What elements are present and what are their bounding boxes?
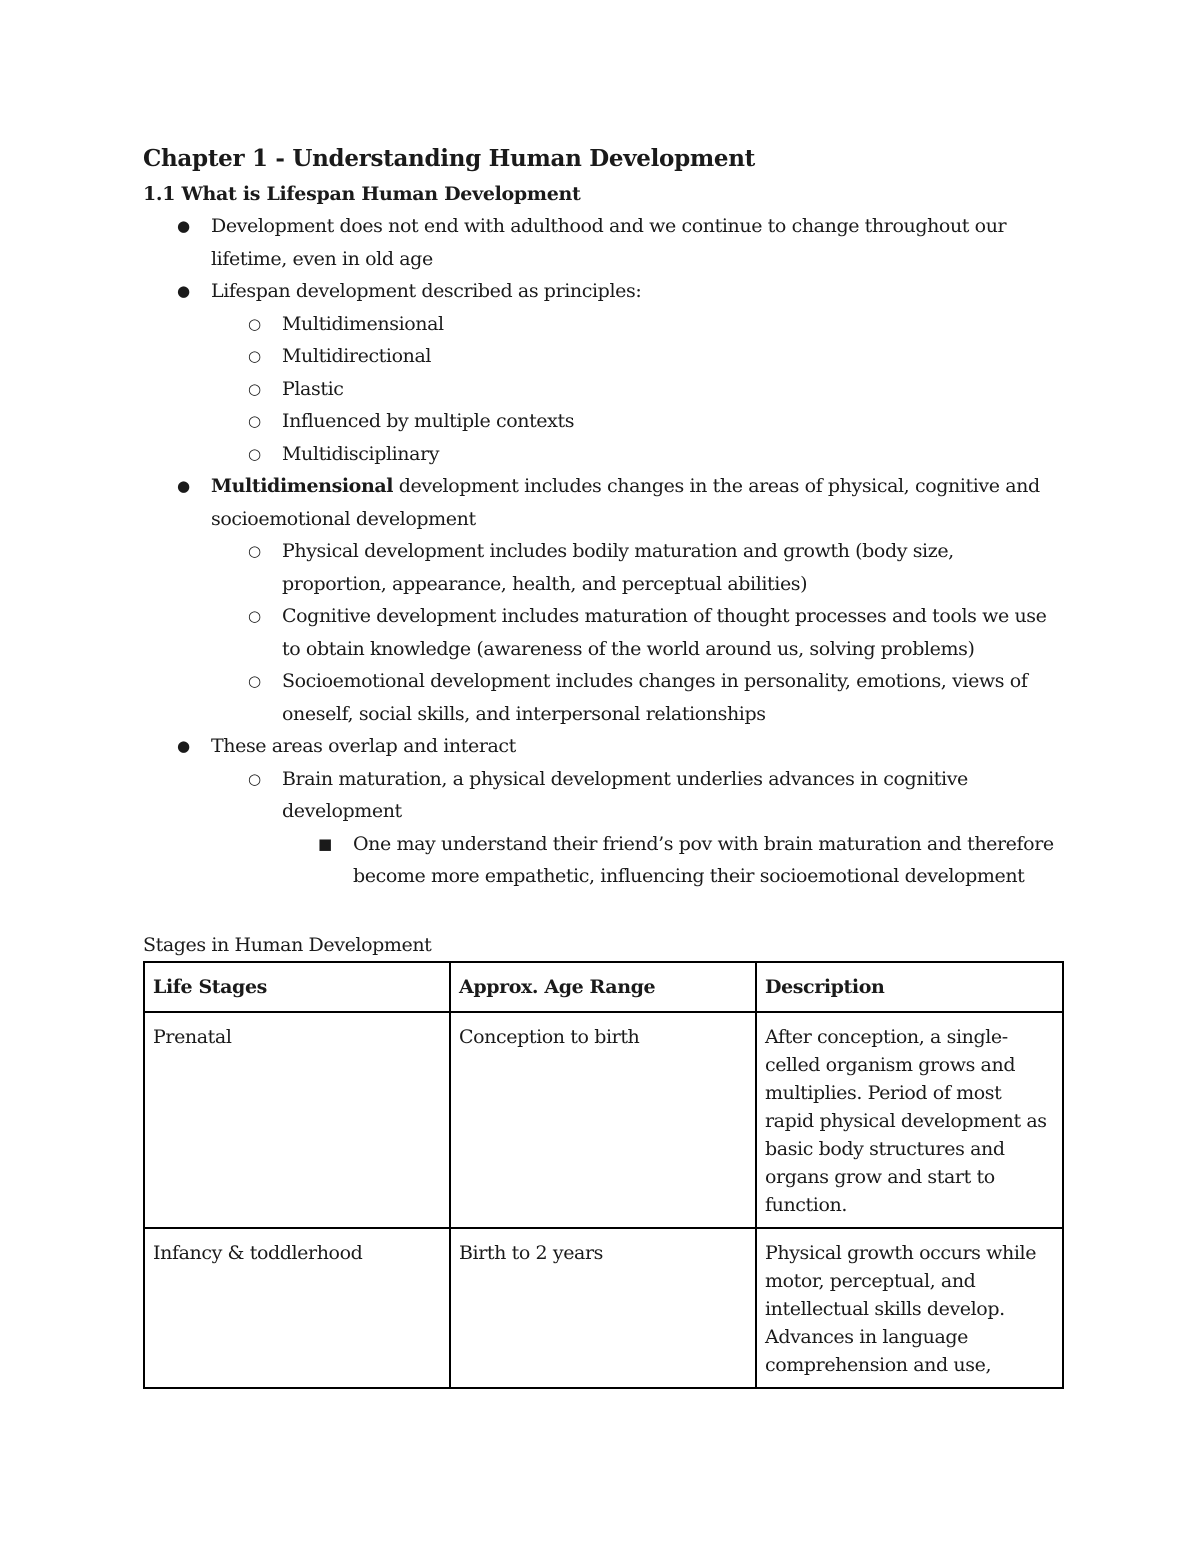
list-item — [143, 275, 1063, 470]
cell-age: Conception to birth — [450, 1012, 756, 1228]
bullet-circle-icon: ○ — [248, 412, 261, 430]
bullet-text: One may understand their friend’s pov with brain maturation and therefore become more empathetic, influencing their socioemotional development — [353, 832, 1054, 887]
bold-term: Multidimensional — [211, 475, 394, 497]
bullet-circle-icon: ○ — [248, 379, 261, 398]
list-item — [143, 308, 1063, 341]
bullet-circle-icon: ○ — [248, 444, 261, 463]
list-item — [143, 535, 1063, 600]
list-item — [143, 730, 1063, 893]
bullet-text: Lifespan development described as principles: — [211, 280, 642, 302]
overlap-sublist — [143, 763, 1063, 893]
bullet-text: Multidisciplinary — [282, 442, 440, 465]
table-row — [144, 1228, 1063, 1388]
bullet-text: Socioemotional development includes changes in personality, emotions, views of oneself, social skills, and interpersonal relationships — [282, 670, 1028, 725]
cell-stage: Prenatal — [144, 1012, 450, 1228]
list-item — [143, 763, 1063, 893]
main-bullet-list — [143, 210, 1063, 893]
bullet-text: Plastic — [282, 377, 344, 400]
list-item — [143, 470, 1063, 730]
bullet-text: Cognitive development includes maturation of thought processes and tools we use to obtain knowledge (awareness of the world around us, solving problems) — [282, 605, 1047, 660]
cell-description: Physical growth occurs while motor, perceptual, and intellectual skills develop. Advances in language comprehension and use, — [756, 1228, 1063, 1388]
bullet-text — [211, 470, 1063, 535]
cell-age: Birth to 2 years — [450, 1228, 756, 1388]
table-header-row — [144, 962, 1063, 1012]
cell-stage: Infancy & toddlerhood — [144, 1228, 450, 1388]
bullet-circle-icon: ○ — [248, 672, 261, 690]
bullet-text: Multidimensional — [282, 312, 444, 335]
list-item — [143, 340, 1063, 373]
bullet-circle-icon: ○ — [248, 347, 261, 365]
table-row — [144, 1012, 1063, 1228]
list-item — [143, 828, 1063, 893]
bullet-circle-icon: ○ — [248, 769, 261, 788]
example-sublist — [143, 828, 1063, 893]
principles-sublist — [143, 308, 1063, 471]
chapter-title: Chapter 1 - Understanding Human Development — [143, 145, 755, 172]
cell-description: After conception, a single-celled organism grows and multiplies. Period of most rapid physical development as basic body structures and organs grow and start to function. — [756, 1012, 1063, 1228]
dimensions-sublist — [143, 535, 1063, 730]
header-description: Description — [756, 962, 1063, 1012]
bullet-square-icon: ■ — [318, 834, 332, 853]
bullet-text: Influenced by multiple contexts — [282, 410, 575, 432]
list-item — [143, 665, 1063, 730]
bullet-circle-icon: ○ — [248, 607, 261, 625]
bullet-text: Physical development includes bodily maturation and growth (body size, proportion, appearance, health, and perceptual abilities) — [282, 540, 954, 595]
table-caption: Stages in Human Development — [143, 933, 432, 956]
list-item — [143, 373, 1063, 406]
list-item — [143, 438, 1063, 471]
list-item — [143, 600, 1063, 665]
bullet-text-rest: development includes changes in the areas of physical, cognitive and socioemotional development — [211, 475, 1040, 530]
bullet-disc-icon: ● — [177, 477, 190, 495]
bullet-circle-icon: ○ — [248, 542, 261, 560]
bullet-text: Development does not end with adulthood and we continue to change throughout our lifetime, even in old age — [211, 215, 1007, 270]
header-life-stages: Life Stages — [144, 962, 450, 1012]
bullet-text: Multidirectional — [282, 345, 432, 367]
document-page — [143, 140, 1063, 1389]
header-age-range: Approx. Age Range — [450, 962, 756, 1012]
bullet-disc-icon: ● — [177, 737, 190, 755]
bullet-disc-icon: ● — [177, 282, 190, 300]
bullet-circle-icon: ○ — [248, 314, 261, 333]
bullet-text: Brain maturation, a physical development underlies advances in cognitive development — [282, 767, 968, 822]
bullet-text: These areas overlap and interact — [211, 735, 516, 757]
bullet-disc-icon: ● — [177, 217, 190, 235]
list-item — [143, 210, 1063, 275]
section-title: 1.1 What is Lifespan Human Development — [143, 183, 581, 205]
list-item — [143, 405, 1063, 438]
stages-table — [143, 961, 1064, 1389]
